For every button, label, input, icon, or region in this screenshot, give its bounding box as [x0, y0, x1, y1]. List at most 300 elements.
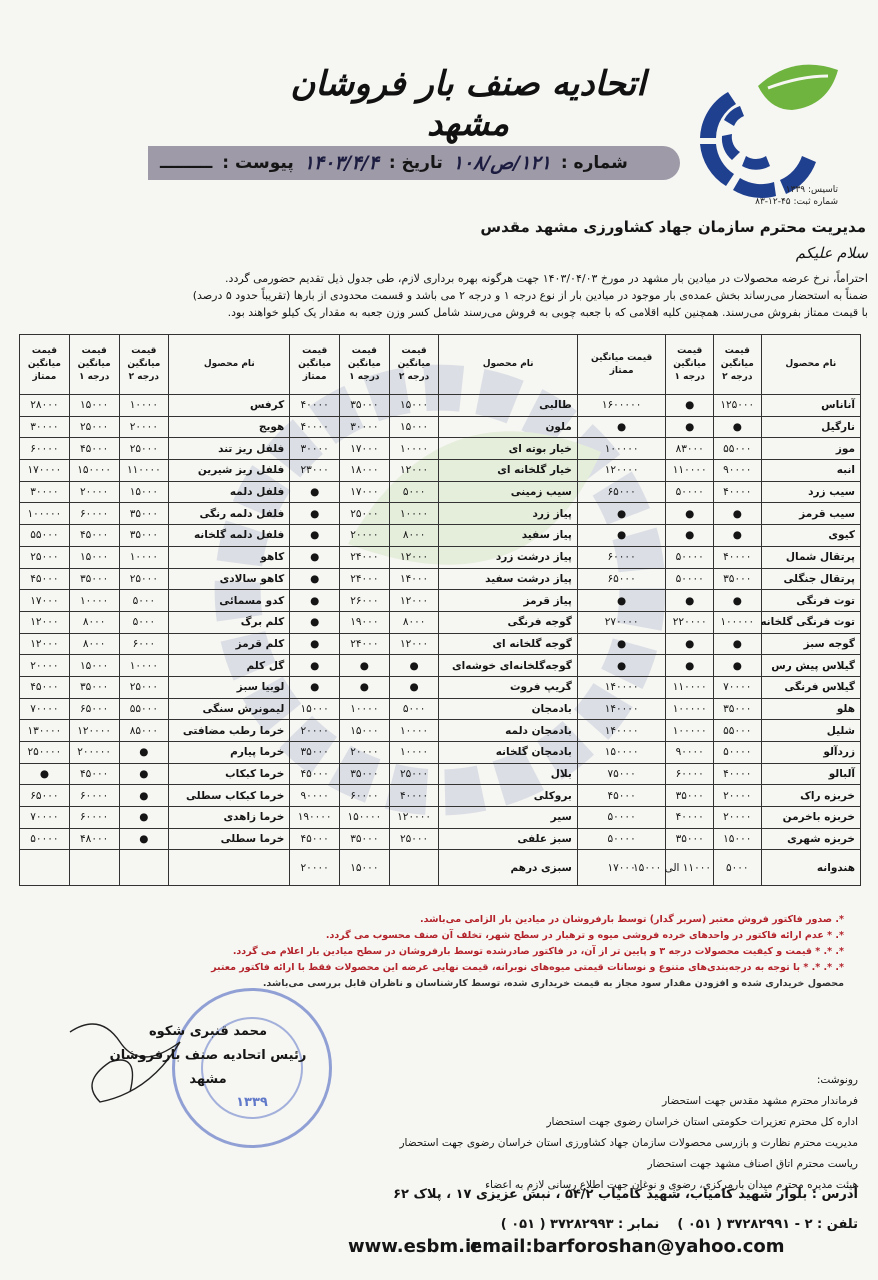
- price-cell: ۶۰۰۰۰: [20, 438, 70, 460]
- signer-title: رئیس اتحادیه صنف بارفروشان مشهد: [109, 1048, 307, 1087]
- product-name-cell: گوجه فرنگی: [439, 611, 577, 633]
- price-cell: ۲۰۰۰۰۰: [69, 742, 119, 764]
- price-cell: ۱۵۰۰۰: [69, 546, 119, 568]
- price-cell: ۱۵۰۰۰: [290, 698, 340, 720]
- product-name-cell: خرما کبکاب سطلی: [169, 785, 290, 807]
- fax: نمابر : ۳۷۲۸۲۹۹۳ ( ۰۵۱ ): [500, 1217, 660, 1232]
- price-cell: ۴۰۰۰۰: [714, 763, 762, 785]
- price-cell: ۱۴۰۰۰۰: [577, 676, 666, 698]
- price-cell: ۳۵۰۰۰: [290, 742, 340, 764]
- price-cell: ۲۰۰۰۰: [340, 525, 390, 547]
- reference-strip: [148, 146, 680, 180]
- product-name-cell: کیوی: [761, 525, 860, 547]
- price-cell: ۹۰۰۰۰: [714, 460, 762, 482]
- price-cell: ●: [666, 503, 714, 525]
- product-name-cell: خرما پیارم: [169, 742, 290, 764]
- signer-block: [98, 1020, 318, 1092]
- price-cell: ۴۰۰۰۰: [290, 416, 340, 438]
- cc-item: فرماندار محترم مشهد مقدس جهت استحضار: [662, 1095, 858, 1107]
- product-name-cell: خرما کبکاب: [169, 763, 290, 785]
- note-line: *. * عدم ارائه فاکتور در واحدهای خرده فروشی میوه و ترهبار در سطح شهر، تخلف آن صنف محسوب می گردد.: [325, 930, 844, 941]
- product-name-cell: آناناس: [761, 395, 860, 417]
- price-cell: ۲۰۰۰۰: [290, 720, 340, 742]
- product-name-cell: کرفس: [169, 395, 290, 417]
- price-cell: ۵۵۰۰۰: [20, 525, 70, 547]
- price-cell: ۳۰۰۰۰: [20, 481, 70, 503]
- price-cell: ۶۰۰۰۰: [69, 807, 119, 829]
- price-cell: ۵۰۰۰۰: [577, 828, 666, 850]
- price-cell: ۱۰۰۰۰۰: [20, 503, 70, 525]
- price-cell: ●: [714, 655, 762, 677]
- union-logo: [688, 58, 848, 188]
- product-name-cell: کاهو: [169, 546, 290, 568]
- price-cell: ۱۱۰۰۰۰: [666, 676, 714, 698]
- product-name-cell: بلال: [439, 763, 577, 785]
- date-value: ۱۴۰۳/۴/۴: [303, 152, 379, 174]
- price-cell: ۱۷۰۰۰: [577, 850, 666, 886]
- price-cell: ۱۰۰۰۰: [119, 546, 169, 568]
- table-row: [20, 742, 861, 764]
- price-cell: ۱۵۰۰۰۰: [69, 460, 119, 482]
- table-row: [20, 568, 861, 590]
- price-cell: ۱۷۰۰۰: [340, 438, 390, 460]
- price-cell: ●: [20, 763, 70, 785]
- price-table-header: [20, 335, 861, 395]
- price-cell: ●: [389, 676, 439, 698]
- price-cell: ۳۵۰۰۰: [340, 395, 390, 417]
- price-cell: ●: [577, 633, 666, 655]
- product-name-cell: پیاز درشت سفید: [439, 568, 577, 590]
- price-cell: ۳۵۰۰۰: [666, 828, 714, 850]
- table-row: [20, 850, 861, 886]
- product-name-cell: فلفل ریز شیرین: [169, 460, 290, 482]
- price-cell: ۱۸۰۰۰: [340, 460, 390, 482]
- product-name-cell: ملون: [439, 416, 577, 438]
- note-line: *. *. *. * با توجه به درجه‌بندی‌های متنوع و نوسانات قیمتی میوه‌های نوبرانه، قیمت نهایی عرضه این محصولات فقط با ارائه فاکتور معتبر: [211, 962, 844, 973]
- note-line: *. صدور فاکتور فروش معتبر (سربر گدار) توسط بارفروشان در میادین بار الزامی می‌باشد.: [420, 914, 844, 925]
- price-cell: ۶۵۰۰۰: [69, 698, 119, 720]
- price-cell: [69, 850, 119, 886]
- price-cell: ●: [340, 676, 390, 698]
- product-name-cell: سبزی درهم: [439, 850, 577, 886]
- column-header-grade1: قیمت میانگین درجه ۱: [340, 335, 390, 395]
- price-cell: ۱۴۰۰۰: [389, 568, 439, 590]
- price-cell: ۲۰۰۰۰: [714, 785, 762, 807]
- product-name-cell: گریپ فروت: [439, 676, 577, 698]
- price-cell: ۲۷۰۰۰۰: [577, 611, 666, 633]
- price-cell: ۲۰۰۰۰: [340, 742, 390, 764]
- price-cell: ۱۰۰۰۰۰: [666, 720, 714, 742]
- product-name-cell: هندوانه: [761, 850, 860, 886]
- price-cell: ●: [577, 590, 666, 612]
- price-cell: ۶۰۰۰۰: [577, 546, 666, 568]
- price-cell: ۴۵۰۰۰: [577, 785, 666, 807]
- price-cell: ۹۰۰۰۰: [666, 742, 714, 764]
- product-name-cell: توت فرنگی گلخانه: [761, 611, 860, 633]
- table-row: [20, 655, 861, 677]
- price-cell: ۲۴۰۰۰: [340, 568, 390, 590]
- product-name-cell: فلفل دلمه: [169, 481, 290, 503]
- price-cell: ۵۵۰۰۰: [714, 720, 762, 742]
- price-cell: ۵۰۰۰۰: [714, 742, 762, 764]
- date-label: تاریخ :: [388, 153, 443, 173]
- table-row: [20, 807, 861, 829]
- price-cell: ●: [577, 655, 666, 677]
- price-cell: ۱۹۰۰۰۰: [290, 807, 340, 829]
- price-cell: ۵۰۰۰: [119, 590, 169, 612]
- table-row: [20, 546, 861, 568]
- price-cell: ●: [577, 503, 666, 525]
- price-cell: [389, 850, 439, 886]
- price-cell: ۲۵۰۰۰: [389, 763, 439, 785]
- product-name-cell: خرما رطب مضافتی: [169, 720, 290, 742]
- price-cell: ۲۸۰۰۰: [20, 395, 70, 417]
- price-cell: ۳۵۰۰۰: [119, 503, 169, 525]
- price-cell: ●: [666, 633, 714, 655]
- product-name-cell: لیمونرش سنگی: [169, 698, 290, 720]
- table-row: [20, 676, 861, 698]
- price-cell: ●: [290, 611, 340, 633]
- product-name-cell: زردآلو: [761, 742, 860, 764]
- price-cell: ۱۰۰۰۰: [389, 720, 439, 742]
- product-name-cell: گوجه‌گلخانه‌ای خوشه‌ای: [439, 655, 577, 677]
- price-cell: ۵۵۰۰۰: [714, 438, 762, 460]
- price-cell: ۱۷۰۰۰: [20, 590, 70, 612]
- table-row: [20, 503, 861, 525]
- product-name-cell: هویج: [169, 416, 290, 438]
- attachment-value: ـــــــــ: [160, 153, 213, 173]
- price-cell: ۶۰۰۰۰: [666, 763, 714, 785]
- price-cell: ●: [290, 568, 340, 590]
- price-table: [19, 334, 861, 886]
- cc-list: [399, 1070, 858, 1196]
- price-cell: ۴۵۰۰۰: [290, 828, 340, 850]
- column-header-grade1: قیمت میانگین درجه ۱: [666, 335, 714, 395]
- price-cell: ۱۱۰۰۰۰: [666, 460, 714, 482]
- price-cell: ۸۰۰۰: [389, 525, 439, 547]
- price-cell: ۶۰۰۰۰: [69, 785, 119, 807]
- price-cell: ۲۲۰۰۰۰: [666, 611, 714, 633]
- price-cell: ●: [666, 525, 714, 547]
- product-name-cell: بادمجان: [439, 698, 577, 720]
- product-name-cell: پیاز قرمز: [439, 590, 577, 612]
- price-cell: ۵۰۰۰۰: [666, 481, 714, 503]
- price-cell: ۳۵۰۰۰: [714, 698, 762, 720]
- price-cell: ۱۵۰۰۰: [389, 416, 439, 438]
- column-header-grade1: قیمت میانگین درجه ۱: [69, 335, 119, 395]
- product-name-cell: سیر: [439, 807, 577, 829]
- price-cell: ۱۲۰۰۰: [389, 546, 439, 568]
- price-cell: ۱۱۰۰۰۰: [119, 460, 169, 482]
- price-cell: ۱۴۰۰۰۰: [577, 698, 666, 720]
- price-cell: ۲۰۰۰۰: [714, 807, 762, 829]
- price-cell: ●: [290, 633, 340, 655]
- product-name-cell: فلفل دلمه گلخانه: [169, 525, 290, 547]
- price-cell: ۶۵۰۰۰: [577, 481, 666, 503]
- price-cell: ۱۲۰۰۰۰: [577, 460, 666, 482]
- price-cell: [20, 850, 70, 886]
- price-cell: ۳۵۰۰۰: [714, 568, 762, 590]
- price-cell: ۹۰۰۰۰: [290, 785, 340, 807]
- price-cell: ●: [290, 676, 340, 698]
- price-cell: ۶۰۰۰۰: [69, 503, 119, 525]
- table-row: [20, 416, 861, 438]
- greeting: سلام علیکم: [795, 244, 868, 262]
- cc-item: مدیریت محترم نظارت و بازرسی محصولات سازمان جهاد کشاورزی استان خراسان رضوی جهت استحضار: [399, 1137, 858, 1149]
- price-cell: ۴۵۰۰۰: [69, 763, 119, 785]
- price-cell: ●: [290, 525, 340, 547]
- price-cell: ۱۰۰۰۰۰: [577, 438, 666, 460]
- price-cell: ۳۵۰۰۰: [340, 828, 390, 850]
- price-cell: ۱۷۰۰۰۰: [20, 460, 70, 482]
- price-cell: ۳۰۰۰۰: [20, 416, 70, 438]
- price-cell: ۲۴۰۰۰: [340, 546, 390, 568]
- table-row: [20, 438, 861, 460]
- price-cell: ۲۰۰۰۰: [69, 481, 119, 503]
- price-cell: ●: [290, 481, 340, 503]
- product-name-cell: موز: [761, 438, 860, 460]
- intro-line: با قیمت ممتاز بفروش می‌رسند. همچنین کلیه اقلامی که با جعبه چوبی به فروش می‌رسند شامل کسر وزن جعبه به مقدار یک کیلو خواهند بود.: [227, 306, 868, 319]
- price-cell: ۳۵۰۰۰: [340, 763, 390, 785]
- price-cell: ۱۹۰۰۰: [340, 611, 390, 633]
- product-name-cell: خیار گلخانه ای: [439, 460, 577, 482]
- product-name-cell: سیب زمینی: [439, 481, 577, 503]
- price-cell: ۵۰۰۰۰: [577, 807, 666, 829]
- product-name-cell: خیار بوته ای: [439, 438, 577, 460]
- price-cell: ۸۰۰۰: [69, 611, 119, 633]
- registration-text: شماره ثبت: ۴۵-۱۲-۸۳: [755, 197, 838, 207]
- contact-line: [0, 1230, 878, 1260]
- price-cell: ●: [119, 828, 169, 850]
- price-cell: ۱۵۰۰۰: [119, 481, 169, 503]
- table-row: [20, 785, 861, 807]
- column-header-name: نام محصول: [169, 335, 290, 395]
- price-cell: ●: [714, 525, 762, 547]
- product-name-cell: آلبالو: [761, 763, 860, 785]
- price-cell: ۲۰۰۰۰: [119, 416, 169, 438]
- price-cell: ●: [666, 655, 714, 677]
- price-cell: ●: [119, 807, 169, 829]
- product-name-cell: فلفل دلمه رنگی: [169, 503, 290, 525]
- table-row: [20, 590, 861, 612]
- product-name-cell: طالبی: [439, 395, 577, 417]
- product-name-cell: لوبیا سبز: [169, 676, 290, 698]
- product-name-cell: گیلاس پیش رس: [761, 655, 860, 677]
- website-link[interactable]: www.esbm.ir: [348, 1236, 481, 1257]
- number-value: ۱۲۱/ص/۱۰۸: [452, 152, 551, 174]
- price-cell: ●: [666, 395, 714, 417]
- table-row: [20, 460, 861, 482]
- price-cell: ۲۵۰۰۰: [119, 568, 169, 590]
- price-table-body: [20, 395, 861, 886]
- column-header-premium: قیمت میانگین ممتاز: [577, 335, 666, 395]
- price-cell: ۱۳۰۰۰۰: [20, 720, 70, 742]
- table-row: [20, 395, 861, 417]
- price-cell: ۲۳۰۰۰: [290, 460, 340, 482]
- price-cell: ۱۰۰۰۰: [389, 503, 439, 525]
- price-cell: ۵۰۰۰: [389, 698, 439, 720]
- price-cell: ۱۵۰۰۰۰: [340, 807, 390, 829]
- phone: تلفن : ۲ - ۳۷۲۸۲۹۹۱ ( ۰۵۱ ): [677, 1217, 858, 1232]
- table-row: [20, 698, 861, 720]
- price-cell: ۶۰۰۰۰: [340, 785, 390, 807]
- column-header-premium: قیمت میانگین ممتاز: [20, 335, 70, 395]
- price-cell: ۶۰۰۰: [119, 633, 169, 655]
- price-cell: ۱۲۰۰۰: [389, 590, 439, 612]
- price-cell: ●: [119, 785, 169, 807]
- price-cell: ۸۵۰۰۰: [119, 720, 169, 742]
- cc-item: ریاست محترم اتاق اصناف مشهد جهت استحضار: [647, 1158, 858, 1170]
- price-cell: ۵۰۰۰۰: [20, 828, 70, 850]
- price-cell: ۲۵۰۰۰: [69, 416, 119, 438]
- column-header-name: نام محصول: [761, 335, 860, 395]
- table-row: [20, 763, 861, 785]
- stamp-year: ۱۳۳۹: [236, 1095, 268, 1110]
- price-cell: ۲۵۰۰۰: [389, 828, 439, 850]
- product-name-cell: بروکلی: [439, 785, 577, 807]
- product-name-cell: خربزه راک: [761, 785, 860, 807]
- price-cell: ۱۰۰۰۰: [389, 438, 439, 460]
- price-cell: ●: [290, 503, 340, 525]
- product-name-cell: [169, 850, 290, 886]
- price-cell: ۵۰۰۰: [119, 611, 169, 633]
- product-name-cell: گیلاس فرنگی: [761, 676, 860, 698]
- price-cell: ۷۰۰۰۰: [714, 676, 762, 698]
- price-cell: ●: [714, 416, 762, 438]
- product-name-cell: کلم قرمز: [169, 633, 290, 655]
- union-title: اتحادیه صنف بار فروشان مشهد: [290, 64, 646, 144]
- product-name-cell: خرما زاهدی: [169, 807, 290, 829]
- price-cell: ●: [714, 503, 762, 525]
- price-cell: ۳۵۰۰۰: [69, 568, 119, 590]
- product-name-cell: گوجه گلخانه ای: [439, 633, 577, 655]
- column-header-name: نام محصول: [439, 335, 577, 395]
- product-name-cell: نارگیل: [761, 416, 860, 438]
- price-cell: ۲۴۰۰۰: [340, 633, 390, 655]
- price-cell: ●: [577, 525, 666, 547]
- price-cell: ۲۵۰۰۰: [119, 676, 169, 698]
- product-name-cell: کلم برگ: [169, 611, 290, 633]
- price-cell: ۱۶۰۰۰۰۰: [577, 395, 666, 417]
- price-cell: ۱۰۰۰۰۰: [666, 698, 714, 720]
- price-cell: ۱۵۰۰۰: [69, 395, 119, 417]
- product-name-cell: پرتقال جنگلی: [761, 568, 860, 590]
- price-cell: ●: [290, 655, 340, 677]
- table-row: [20, 828, 861, 850]
- product-name-cell: خربزه شهری: [761, 828, 860, 850]
- product-name-cell: توت فرنگی: [761, 590, 860, 612]
- price-cell: ۶۵۰۰۰: [577, 568, 666, 590]
- price-cell: ۵۰۰۰: [389, 481, 439, 503]
- product-name-cell: بادمجان دلمه: [439, 720, 577, 742]
- product-name-cell: پیاز سفید: [439, 525, 577, 547]
- price-cell: ۱۲۰۰۰۰: [69, 720, 119, 742]
- price-cell: ۲۶۰۰۰: [340, 590, 390, 612]
- intro-paragraph: [10, 270, 868, 321]
- table-row: [20, 481, 861, 503]
- price-cell: ۵۰۰۰۰: [666, 568, 714, 590]
- note-line: *. *. * قیمت و کیفیت محصولات درجه ۳ و پایین تر از آن، در فاکتور صادرشده توسط بارفروشان در سطح میادین بار اعلام می گردد.: [232, 946, 844, 957]
- price-cell: [119, 850, 169, 886]
- price-cell: ۲۰۰۰۰: [290, 850, 340, 886]
- product-name-cell: سیب زرد: [761, 481, 860, 503]
- price-cell: ۵۰۰۰۰: [666, 546, 714, 568]
- addressee: مدیریت محترم سازمان جهاد کشاورزی مشهد مقدس: [480, 218, 866, 236]
- notes: [24, 912, 844, 992]
- note-line: محصول خریداری شده و افزودن مقدار سود مجاز به قیمت خریداری شده، توسط کارشناسان و ناظران قابل بررسی می‌باشد.: [262, 978, 844, 989]
- product-name-cell: خرما سطلی: [169, 828, 290, 850]
- price-cell: ۱۲۰۰۰: [389, 460, 439, 482]
- price-cell: ۱۲۰۰۰۰: [389, 807, 439, 829]
- price-cell: ●: [119, 742, 169, 764]
- cc-item: اداره کل محترم تعزیرات حکومتی استان خراسان رضوی جهت استحضار: [546, 1116, 858, 1128]
- product-name-cell: پیاز زرد: [439, 503, 577, 525]
- price-cell: ۵۰۰۰: [714, 850, 762, 886]
- price-cell: ۱۵۰۰۰: [389, 395, 439, 417]
- column-header-grade2: قیمت میانگین درجه ۲: [714, 335, 762, 395]
- price-cell: ۱۰۰۰۰: [119, 655, 169, 677]
- price-cell: ۱۷۰۰۰: [340, 481, 390, 503]
- product-name-cell: پیاز درشت زرد: [439, 546, 577, 568]
- table-row: [20, 525, 861, 547]
- price-cell: ۱۰۰۰۰: [389, 742, 439, 764]
- price-cell: ۴۵۰۰۰: [290, 763, 340, 785]
- price-cell: ۴۵۰۰۰: [20, 568, 70, 590]
- column-header-grade2: قیمت میانگین درجه ۲: [119, 335, 169, 395]
- price-cell: ۳۰۰۰۰: [340, 416, 390, 438]
- price-cell: ۱۲۰۰۰: [20, 611, 70, 633]
- price-cell: ۷۰۰۰۰: [20, 807, 70, 829]
- price-cell: ۸۰۰۰: [389, 611, 439, 633]
- table-row: [20, 720, 861, 742]
- product-name-cell: انبه: [761, 460, 860, 482]
- price-cell: ۱۲۰۰۰: [389, 633, 439, 655]
- price-cell: ۲۰۰۰۰: [20, 655, 70, 677]
- price-cell: ۸۰۰۰: [69, 633, 119, 655]
- price-cell: ●: [666, 416, 714, 438]
- product-name-cell: پرتقال شمال: [761, 546, 860, 568]
- price-cell: ۱۵۰۰۰۰: [577, 742, 666, 764]
- product-name-cell: کدو مسمائی: [169, 590, 290, 612]
- price-cell: ۲۵۰۰۰۰: [20, 742, 70, 764]
- price-cell: ۱۵۰۰۰: [340, 850, 390, 886]
- price-cell: ۳۰۰۰۰: [290, 438, 340, 460]
- price-cell: ۶۵۰۰۰: [20, 785, 70, 807]
- table-row: [20, 633, 861, 655]
- cc-heading: رونوشت:: [816, 1074, 858, 1086]
- price-cell: ●: [666, 590, 714, 612]
- product-name-cell: کاهو سالادی: [169, 568, 290, 590]
- email-link[interactable]: email:barforoshan@yahoo.com: [470, 1236, 785, 1257]
- price-cell: ۴۵۰۰۰: [69, 525, 119, 547]
- signer-name: محمد قنبری شکوه: [149, 1024, 267, 1039]
- table-row: [20, 611, 861, 633]
- price-cell: ۲۵۰۰۰: [340, 503, 390, 525]
- price-cell: ۴۰۰۰۰: [389, 785, 439, 807]
- price-cell: ●: [290, 546, 340, 568]
- price-cell: ۴۰۰۰۰: [666, 807, 714, 829]
- price-cell: ●: [714, 633, 762, 655]
- logo-caption: [755, 184, 838, 208]
- price-cell: ۱۰۰۰۰۰: [714, 611, 762, 633]
- founded-text: تاسیس: ۱۳۳۹: [785, 185, 838, 195]
- intro-line: احتراماً، نرخ عرضه محصولات در میادین بار مشهد در مورخ ۱۴۰۳/۰۴/۰۳ جهت هرگونه بهره برداری لازم، طی جدول ذیل تقدیم حضورمی گردد.: [225, 272, 868, 285]
- number-label: شماره :: [560, 153, 628, 173]
- product-name-cell: شلیل: [761, 720, 860, 742]
- product-name-cell: سیب قرمز: [761, 503, 860, 525]
- price-cell: ●: [577, 416, 666, 438]
- product-name-cell: بادمجان گلخانه: [439, 742, 577, 764]
